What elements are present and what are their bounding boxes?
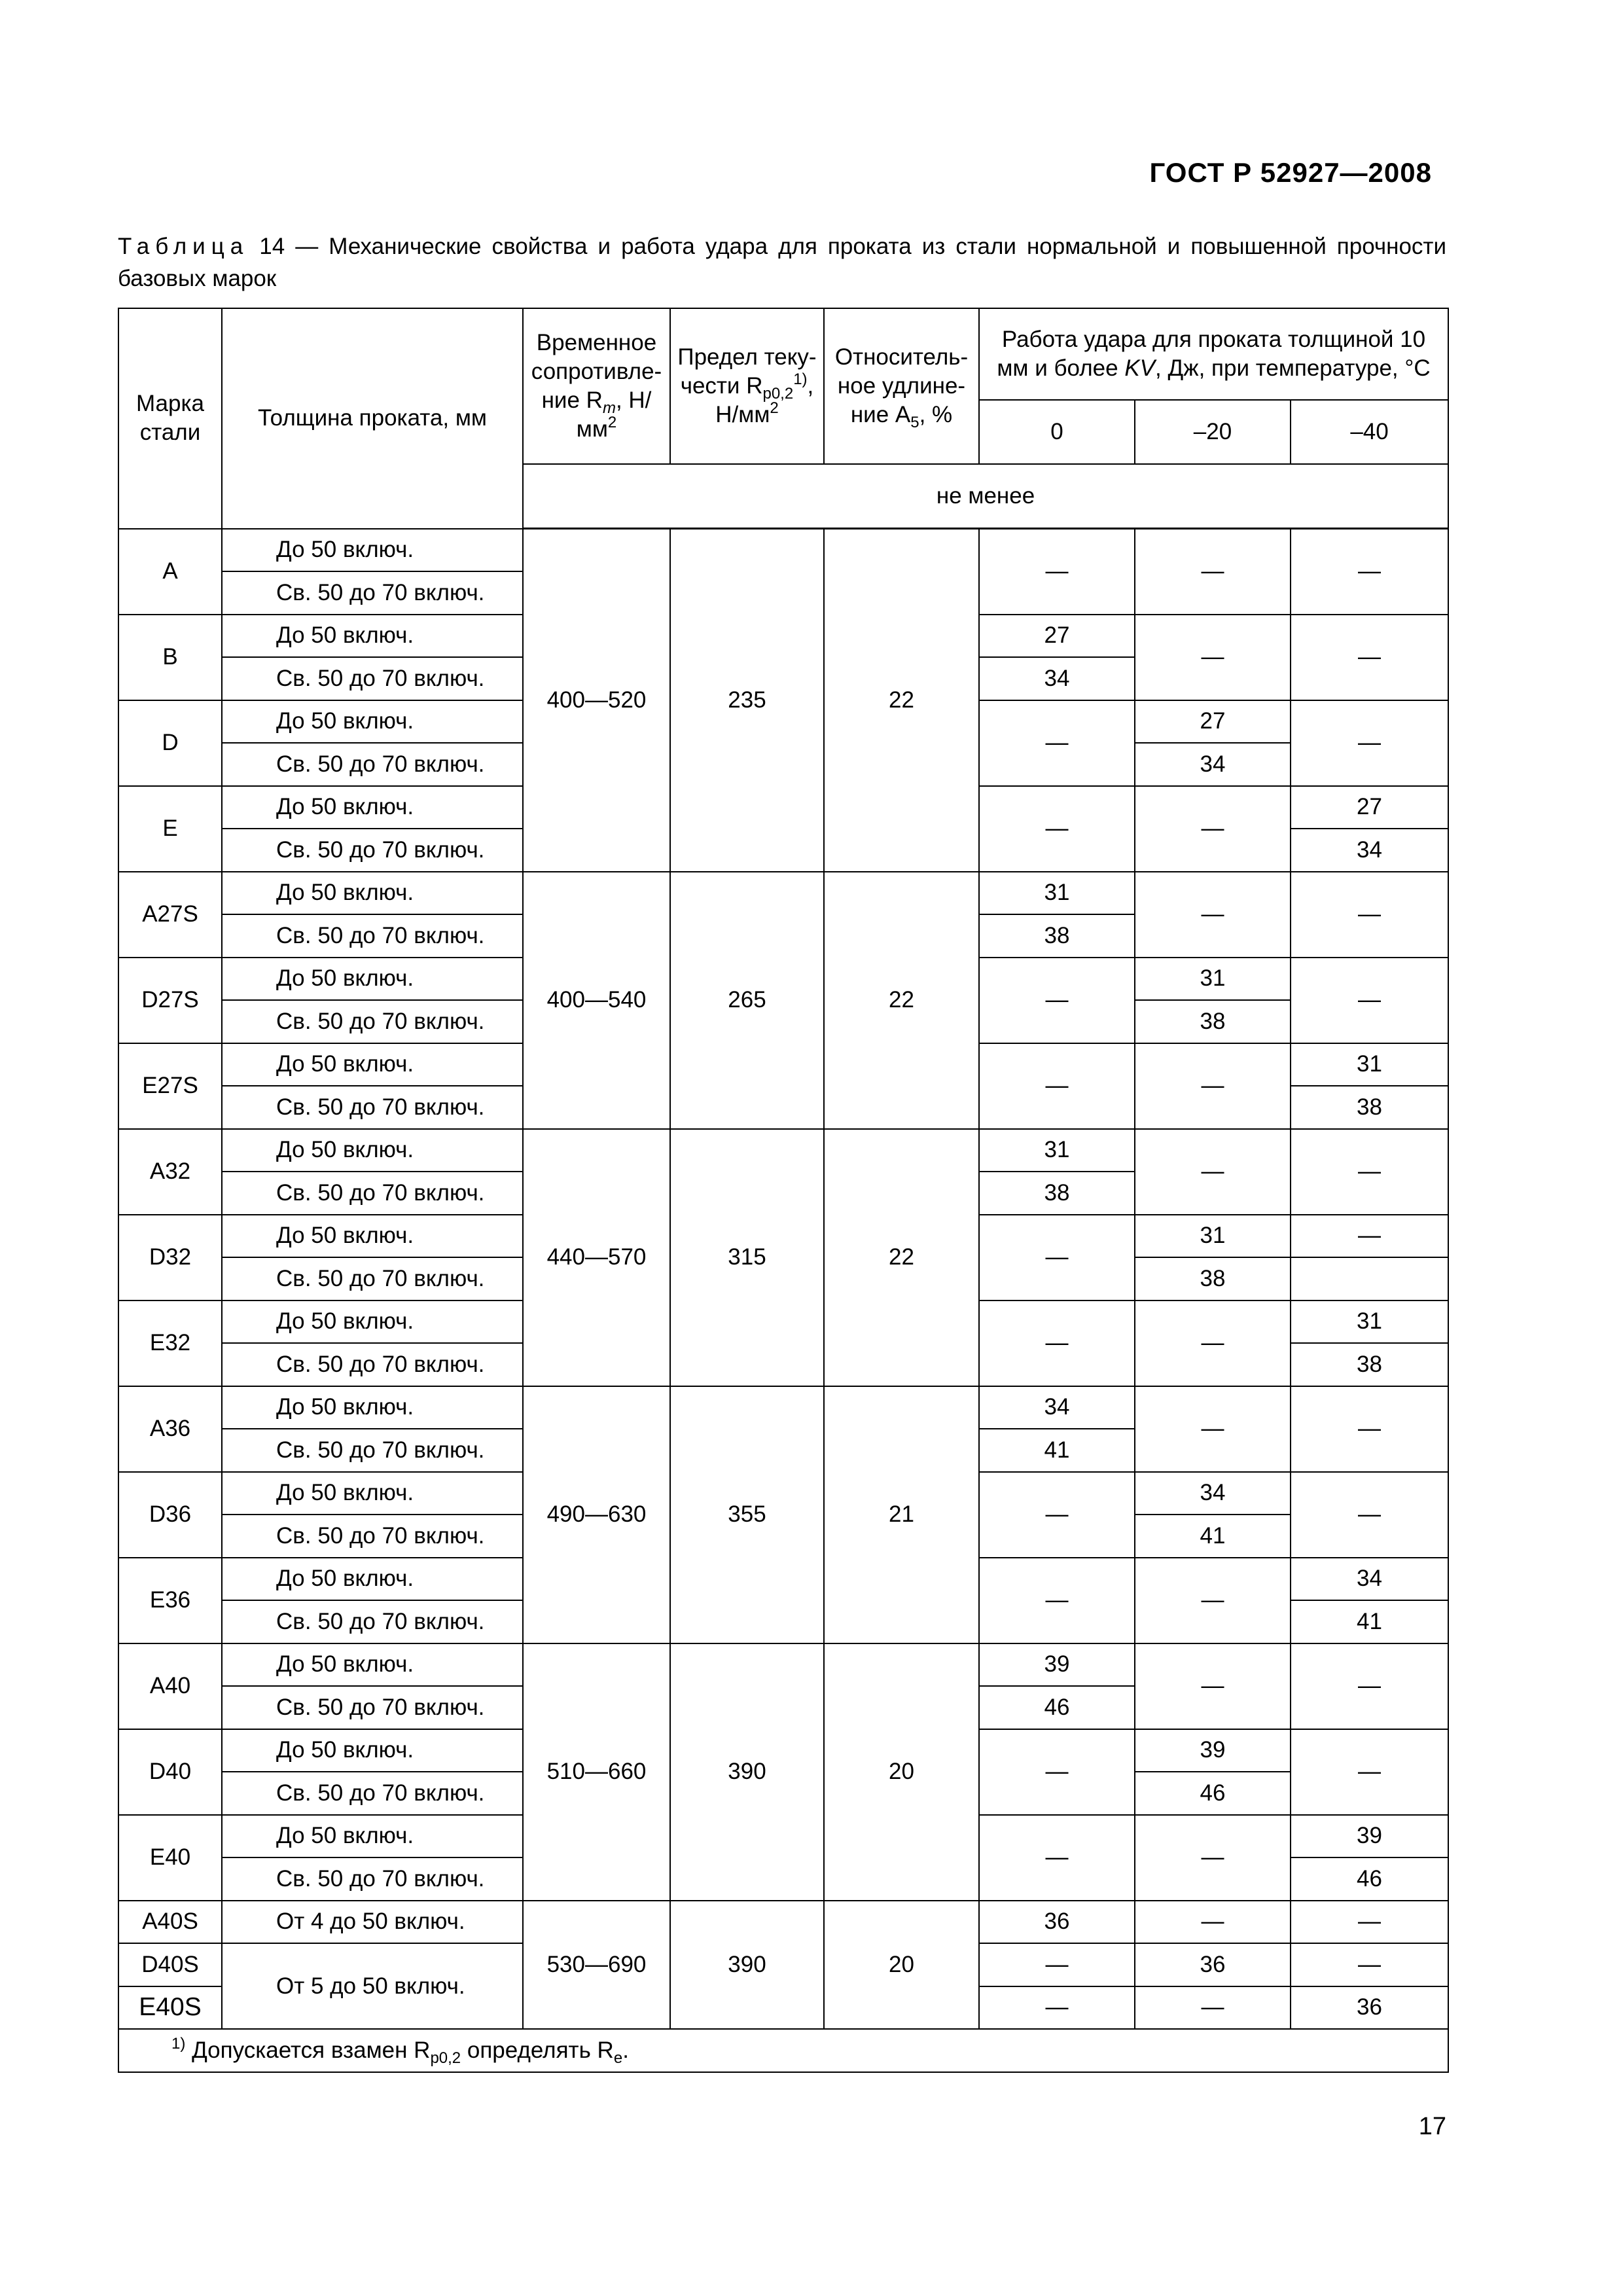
impact-0-cell: 38	[979, 914, 1135, 958]
impact-0-cell: 36	[979, 1901, 1135, 1944]
impact-0-cell: —	[979, 1729, 1135, 1815]
header-temp-0: 0	[979, 400, 1135, 464]
impact-minus-40-cell: —	[1291, 1901, 1448, 1944]
impact-minus-40-cell: 36	[1291, 1986, 1448, 2030]
thickness-cell: Св. 50 до 70 включ.	[222, 743, 523, 786]
yield-cell: 265	[670, 872, 824, 1129]
impact-minus-20-cell: —	[1135, 1901, 1291, 1944]
table-footnote: $^{1)}$ Допускается взамен $R_{p0,2}$ определять $R_e$.	[118, 2029, 1448, 2072]
mechanical-properties-table	[118, 308, 1449, 2073]
tensile-cell: 510—660	[523, 1643, 670, 1901]
impact-0-cell: —	[979, 1472, 1135, 1558]
impact-minus-20-cell: 34	[1135, 743, 1291, 786]
thickness-cell: До 50 включ.	[222, 1043, 523, 1086]
grade-cell: A40S	[118, 1901, 222, 1944]
page-number: 17	[1418, 2113, 1446, 2140]
thickness-cell: Св. 50 до 70 включ.	[222, 829, 523, 872]
impact-minus-40-cell: —	[1291, 700, 1448, 786]
elongation-cell: 22	[824, 872, 979, 1129]
impact-minus-40-cell: —	[1291, 1129, 1448, 1215]
thickness-cell: До 50 включ.	[222, 872, 523, 915]
header-temp-minus-40: –40	[1291, 400, 1448, 464]
impact-minus-20-cell: 38	[1135, 1000, 1291, 1043]
impact-minus-20-cell: —	[1135, 1300, 1291, 1386]
thickness-cell: До 50 включ.	[222, 700, 523, 744]
thickness-cell: До 50 включ.	[222, 1815, 523, 1858]
yield-cell: 390	[670, 1643, 824, 1901]
impact-0-cell: 46	[979, 1686, 1135, 1729]
table-row	[118, 1643, 1448, 1687]
impact-minus-40-cell: —	[1291, 615, 1448, 700]
thickness-cell: До 50 включ.	[222, 529, 523, 572]
impact-minus-40-cell: —	[1291, 958, 1448, 1043]
impact-minus-40-cell: —	[1291, 1643, 1448, 1729]
impact-0-cell: —	[979, 1300, 1135, 1386]
grade-cell: D40S	[118, 1943, 222, 1986]
impact-minus-20-cell: —	[1135, 1986, 1291, 2030]
impact-0-cell: —	[979, 1815, 1135, 1901]
grade-cell: D27S	[118, 958, 222, 1043]
impact-minus-40-cell: 34	[1291, 1558, 1448, 1601]
impact-minus-40-cell: —	[1291, 1386, 1448, 1472]
impact-minus-20-cell: 34	[1135, 1472, 1291, 1515]
impact-minus-40-cell: 46	[1291, 1857, 1448, 1901]
impact-minus-40-cell: —	[1291, 872, 1448, 958]
impact-minus-20-cell: —	[1135, 1558, 1291, 1643]
yield-cell: 235	[670, 529, 824, 872]
grade-cell: E32	[118, 1300, 222, 1386]
impact-minus-20-cell: —	[1135, 1386, 1291, 1472]
impact-minus-20-cell: —	[1135, 1815, 1291, 1901]
thickness-cell: До 50 включ.	[222, 1300, 523, 1344]
thickness-cell: До 50 включ.	[222, 1729, 523, 1772]
thickness-cell: До 50 включ.	[222, 1472, 523, 1515]
thickness-cell: Св. 50 до 70 включ.	[222, 914, 523, 958]
table-body	[118, 529, 1448, 2073]
impact-minus-20-cell: —	[1135, 1643, 1291, 1729]
impact-minus-40-cell: 31	[1291, 1300, 1448, 1344]
table-row	[118, 1901, 1448, 1944]
impact-minus-40-cell: —	[1291, 529, 1448, 615]
impact-minus-40-cell: —	[1291, 1472, 1448, 1558]
header-min-note: не менее	[523, 464, 1448, 529]
elongation-cell: 22	[824, 529, 979, 872]
impact-minus-40-cell: 38	[1291, 1086, 1448, 1129]
grade-cell: D36	[118, 1472, 222, 1558]
thickness-cell: До 50 включ.	[222, 786, 523, 829]
header-tensile: Временное сопротивле-ние $R_m$, $Н/мм^2$	[523, 308, 670, 464]
thickness-cell: До 50 включ.	[222, 1129, 523, 1172]
thickness-cell: Св. 50 до 70 включ.	[222, 1772, 523, 1815]
thickness-cell: До 50 включ.	[222, 1215, 523, 1258]
impact-minus-20-cell: 31	[1135, 958, 1291, 1001]
thickness-cell: Св. 50 до 70 включ.	[222, 657, 523, 700]
thickness-cell: Св. 50 до 70 включ.	[222, 1086, 523, 1129]
impact-minus-20-cell: 41	[1135, 1515, 1291, 1558]
thickness-cell: Св. 50 до 70 включ.	[222, 1429, 523, 1472]
grade-cell: A32	[118, 1129, 222, 1215]
grade-cell: A	[118, 529, 222, 615]
table-container	[118, 308, 1448, 2073]
impact-minus-20-cell: —	[1135, 786, 1291, 872]
grade-cell: A40	[118, 1643, 222, 1729]
table-row	[118, 1129, 1448, 1172]
thickness-cell: До 50 включ.	[222, 615, 523, 658]
impact-minus-20-cell: —	[1135, 615, 1291, 700]
impact-0-cell: —	[979, 786, 1135, 872]
yield-cell: 315	[670, 1129, 824, 1386]
grade-cell: A36	[118, 1386, 222, 1472]
impact-0-cell: 41	[979, 1429, 1135, 1472]
impact-minus-40-cell	[1291, 1257, 1448, 1300]
header-temp-minus-20: –20	[1135, 400, 1291, 464]
tensile-cell: 440—570	[523, 1129, 670, 1386]
impact-0-cell: —	[979, 1215, 1135, 1300]
grade-cell: D32	[118, 1215, 222, 1300]
impact-0-cell: —	[979, 1986, 1135, 2030]
table-caption	[118, 230, 1446, 295]
thickness-cell: Св. 50 до 70 включ.	[222, 1000, 523, 1043]
impact-minus-40-cell: 41	[1291, 1600, 1448, 1643]
impact-minus-40-cell: 27	[1291, 786, 1448, 829]
grade-cell: E40	[118, 1815, 222, 1901]
impact-minus-20-cell: 36	[1135, 1943, 1291, 1986]
header-yield: Предел теку-чести $R_{p0,2}^{1)}$, $Н/мм^2$	[670, 308, 824, 464]
tensile-cell: 530—690	[523, 1901, 670, 2030]
table-footnote-row	[118, 2029, 1448, 2072]
header-thickness: Толщина проката, мм	[222, 308, 523, 529]
grade-cell: A27S	[118, 872, 222, 958]
thickness-cell: До 50 включ.	[222, 1643, 523, 1687]
thickness-cell: До 50 включ.	[222, 1386, 523, 1429]
impact-0-cell: 34	[979, 657, 1135, 700]
impact-minus-20-cell: —	[1135, 872, 1291, 958]
grade-cell: E36	[118, 1558, 222, 1643]
thickness-cell: Св. 50 до 70 включ.	[222, 1857, 523, 1901]
impact-minus-40-cell: 34	[1291, 829, 1448, 872]
impact-minus-40-cell: 31	[1291, 1043, 1448, 1086]
impact-0-cell: —	[979, 529, 1135, 615]
table-row	[118, 872, 1448, 915]
table-caption-label: Таблица	[118, 234, 249, 259]
grade-cell: D40	[118, 1729, 222, 1815]
grade-cell: E	[118, 786, 222, 872]
elongation-cell: 20	[824, 1643, 979, 1901]
thickness-cell: От 4 до 50 включ.	[222, 1901, 523, 1944]
impact-minus-20-cell: 39	[1135, 1729, 1291, 1772]
thickness-cell: Св. 50 до 70 включ.	[222, 571, 523, 615]
impact-minus-40-cell: —	[1291, 1215, 1448, 1258]
impact-0-cell: 27	[979, 615, 1135, 658]
elongation-cell: 21	[824, 1386, 979, 1643]
impact-0-cell: —	[979, 958, 1135, 1043]
impact-minus-20-cell: —	[1135, 1043, 1291, 1129]
yield-cell: 390	[670, 1901, 824, 2030]
impact-minus-40-cell: —	[1291, 1729, 1448, 1815]
table-caption-text: 14 — Механические свойства и работа удара для проката из стали нормальной и повышенной прочности базовых марок	[118, 234, 1447, 291]
impact-0-cell: 34	[979, 1386, 1135, 1429]
impact-minus-40-cell: 39	[1291, 1815, 1448, 1858]
elongation-cell: 20	[824, 1901, 979, 2030]
tensile-cell: 490—630	[523, 1386, 670, 1643]
document-header: ГОСТ Р 52927—2008	[1149, 157, 1432, 188]
impact-0-cell: —	[979, 1943, 1135, 1986]
tensile-cell: 400—540	[523, 872, 670, 1129]
impact-minus-40-cell: —	[1291, 1943, 1448, 1986]
thickness-cell: От 5 до 50 включ.	[222, 1943, 523, 2029]
impact-0-cell: 38	[979, 1172, 1135, 1215]
thickness-cell: Св. 50 до 70 включ.	[222, 1172, 523, 1215]
thickness-cell: До 50 включ.	[222, 1558, 523, 1601]
header-grade: Марка стали	[118, 308, 222, 529]
impact-minus-20-cell: 46	[1135, 1772, 1291, 1815]
thickness-cell: Св. 50 до 70 включ.	[222, 1343, 523, 1386]
grade-cell: B	[118, 615, 222, 700]
impact-0-cell: 31	[979, 872, 1135, 915]
impact-minus-20-cell: —	[1135, 1129, 1291, 1215]
impact-0-cell: —	[979, 1558, 1135, 1643]
grade-cell: E27S	[118, 1043, 222, 1129]
impact-0-cell: —	[979, 1043, 1135, 1129]
thickness-cell: Св. 50 до 70 включ.	[222, 1515, 523, 1558]
yield-cell: 355	[670, 1386, 824, 1643]
table-row	[118, 529, 1448, 572]
impact-minus-40-cell: 38	[1291, 1343, 1448, 1386]
grade-cell: E40S	[118, 1986, 222, 2030]
impact-minus-20-cell: 38	[1135, 1257, 1291, 1300]
impact-minus-20-cell: 31	[1135, 1215, 1291, 1258]
impact-0-cell: 39	[979, 1643, 1135, 1687]
tensile-cell: 400—520	[523, 529, 670, 872]
elongation-cell: 22	[824, 1129, 979, 1386]
thickness-cell: Св. 50 до 70 включ.	[222, 1257, 523, 1300]
impact-minus-20-cell: —	[1135, 529, 1291, 615]
header-elongation: Относитель-ное удлине-ние $A_5$, %	[824, 308, 979, 464]
header-impact: Работа удара для проката толщиной 10 мм и более KV, Дж, при температуре, °С	[979, 308, 1448, 400]
thickness-cell: До 50 включ.	[222, 958, 523, 1001]
impact-0-cell: —	[979, 700, 1135, 786]
grade-cell: D	[118, 700, 222, 786]
table-row	[118, 1386, 1448, 1429]
impact-0-cell: 31	[979, 1129, 1135, 1172]
thickness-cell: Св. 50 до 70 включ.	[222, 1686, 523, 1729]
impact-minus-20-cell: 27	[1135, 700, 1291, 744]
thickness-cell: Св. 50 до 70 включ.	[222, 1600, 523, 1643]
